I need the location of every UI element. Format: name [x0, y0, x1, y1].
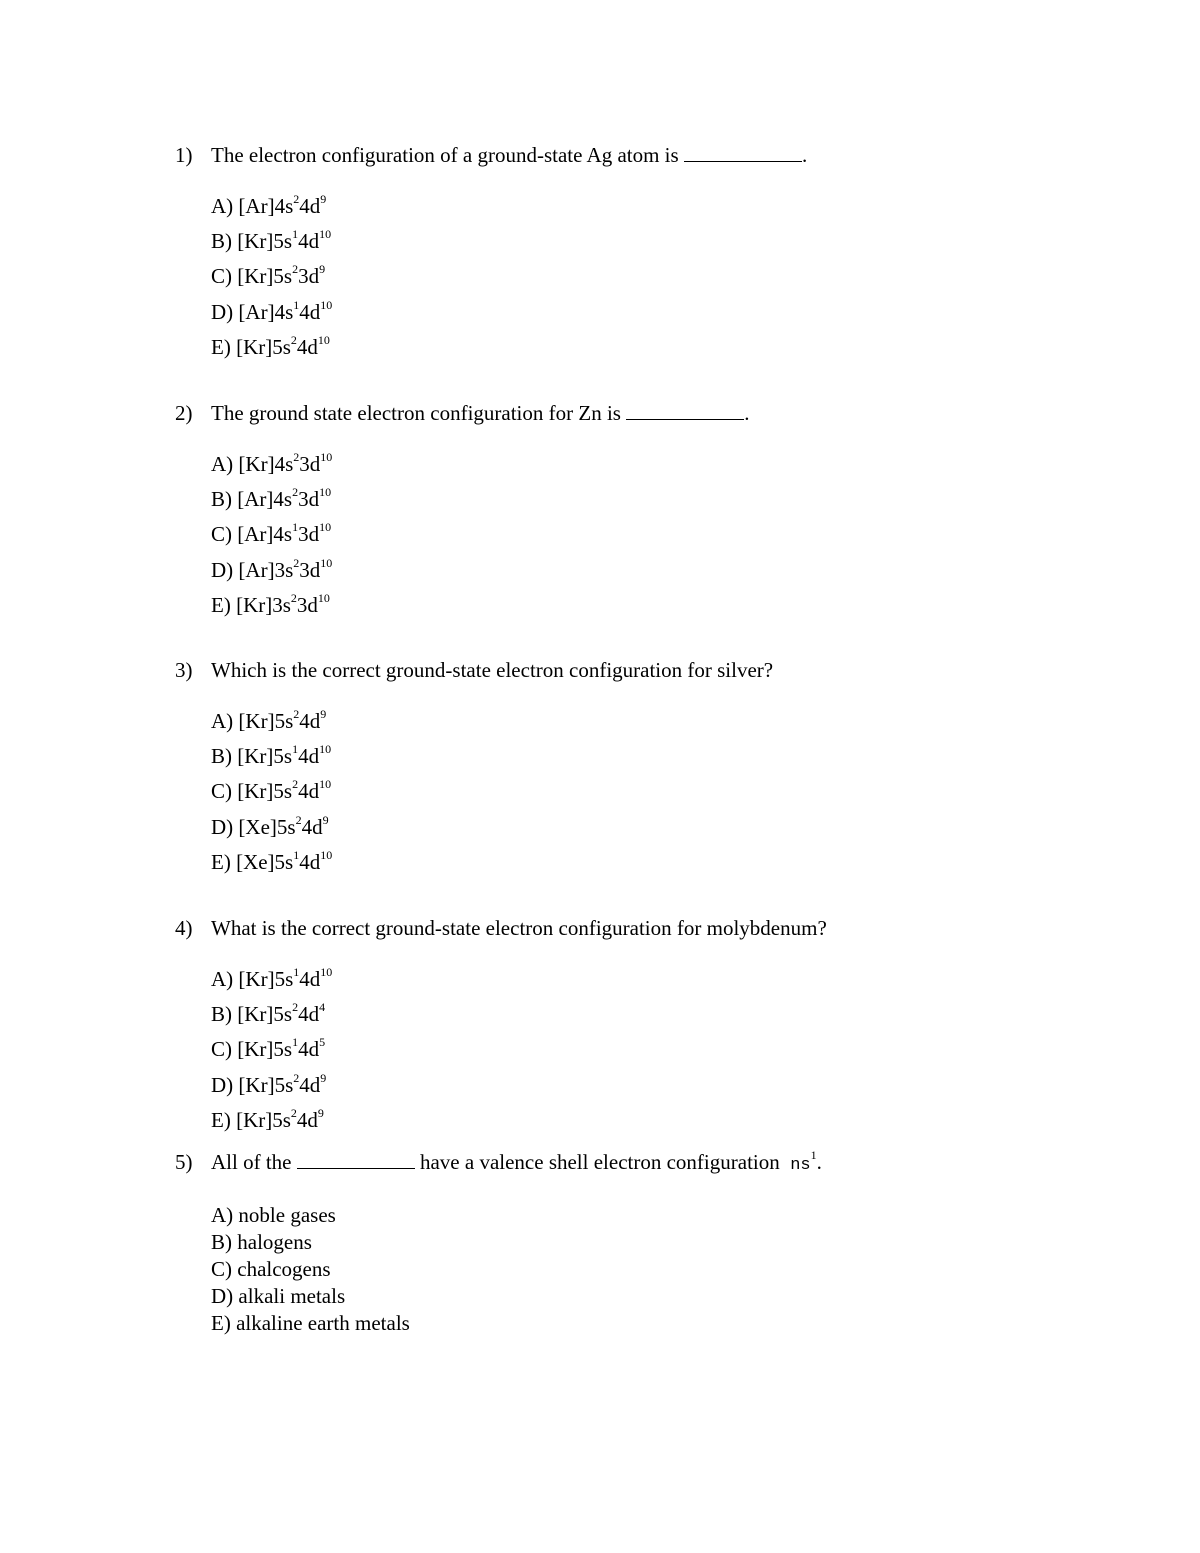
question-text: Which is the correct ground-state electron configuration for silver? [211, 658, 774, 682]
option-a: A) $[Kr]5s^24d^9$ [211, 707, 327, 733]
question-number: 1) [175, 143, 193, 167]
question-stem [175, 1150, 1075, 1174]
question-stem [175, 143, 1075, 167]
option-e: E) $[Xe]5s^14d^{10}$ [211, 847, 333, 874]
question-1 [175, 143, 1075, 365]
answer-blank [626, 401, 744, 420]
option-e: E) $[Kr]5s^24d^{10}$ [211, 332, 330, 359]
option-d: D) alkali metals [211, 1284, 346, 1308]
option-b: B) halogens [211, 1230, 312, 1254]
option-c: C) $[Kr]5s^14d^5$ [211, 1035, 326, 1062]
answer-blank [684, 143, 802, 162]
question-stem [175, 401, 1075, 425]
question-4 [175, 916, 1075, 1138]
option-d: D) $[Kr]5s^24d^9$ [211, 1070, 327, 1097]
question-text: The ground state electron configuration for Zn is [211, 401, 621, 425]
options-list [211, 1202, 1075, 1337]
options-list [211, 704, 1075, 880]
stem-end: . [744, 401, 750, 425]
question-text: All of the [211, 1150, 292, 1174]
option-d: D) $[Xe]5s^24d^9$ [211, 812, 329, 839]
option-d: D) $[Ar]4s^14d^{10}$ [211, 297, 333, 324]
option-c: C) chalcogens [211, 1257, 331, 1281]
option-e: E) $[Kr]5s^24d^9$ [211, 1105, 324, 1132]
option-c: C) $[Kr]5s^23d^9$ [211, 262, 326, 289]
option-b: B) $[Kr]5s^24d^4$ [211, 1000, 326, 1027]
question-number: 2) [175, 401, 193, 425]
option-a: A) $[Ar]4s^24d^9$ [211, 192, 327, 218]
question-number: 4) [175, 916, 193, 940]
stem-end: . [801, 143, 808, 167]
option-b: B) $[Kr]5s^14d^{10}$ [211, 227, 332, 254]
options-list [211, 962, 1075, 1138]
stem-end: . [816, 1150, 822, 1174]
question-text: What is the correct ground-state electron configuration for molybdenum? [211, 916, 827, 940]
question-5 [175, 1150, 1075, 1337]
question-text-cont: have a valence shell electron configuration [419, 1150, 780, 1174]
option-e: E) alkaline earth metals [211, 1311, 410, 1335]
option-b: B) $[Ar]4s^23d^{10}$ [211, 485, 332, 512]
formula-exponent: 1 [810, 1148, 817, 1162]
question-2 [175, 401, 1075, 623]
formula: ns [790, 1156, 811, 1175]
question-text: The electron configuration of a ground-state Ag atom is [211, 143, 679, 167]
option-a: A) $[Kr]4s^23d^{10}$ [211, 450, 333, 476]
option-b: B) $[Kr]5s^14d^{10}$ [211, 742, 332, 769]
question-number: 3) [175, 658, 193, 682]
question-stem [175, 916, 1075, 940]
question-number: 5) [175, 1150, 193, 1174]
question-stem [175, 658, 1075, 682]
option-e: E) $[Kr]3s^23d^{10}$ [211, 590, 330, 617]
option-a: A) $[Kr]5s^14d^{10}$ [211, 965, 333, 991]
option-c: C) $[Ar]4s^13d^{10}$ [211, 520, 332, 547]
option-a: A) noble gases [211, 1203, 336, 1227]
option-c: C) $[Kr]5s^24d^{10}$ [211, 777, 332, 804]
options-list [211, 189, 1075, 365]
options-list [211, 447, 1075, 623]
question-3 [175, 658, 1075, 880]
answer-blank [297, 1150, 415, 1169]
option-d: D) $[Ar]3s^23d^{10}$ [211, 555, 333, 582]
